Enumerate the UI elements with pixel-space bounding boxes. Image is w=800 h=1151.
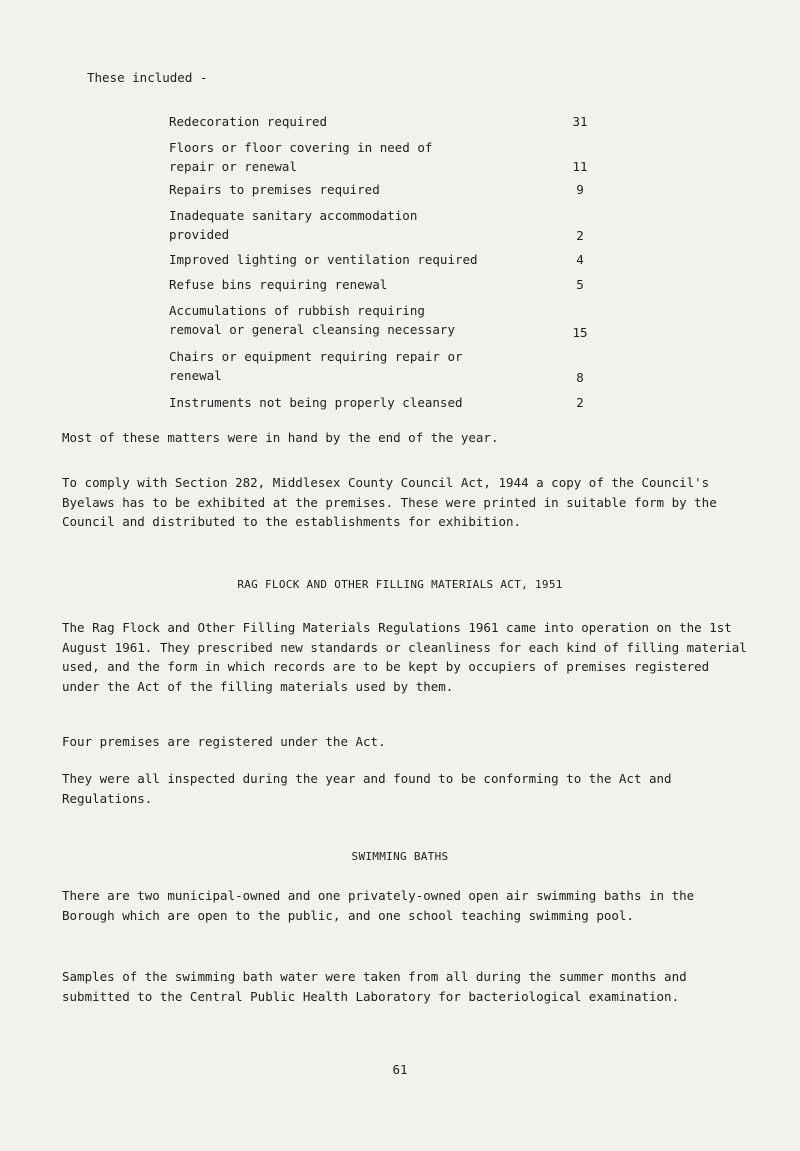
item-count: 4 [576,252,584,267]
item-label: Improved lighting or ventilation required [169,252,478,267]
paragraph: They were all inspected during the year and found to be conforming to the Act and Regulations. [62,771,672,806]
item-label: Instruments not being properly cleansed [169,395,463,410]
paragraph: There are two municipal-owned and one privately-owned open air swimming baths in the Borough which are open to the public, and one school teaching swimming pool. [62,888,695,923]
page-number: 61 [392,1062,408,1077]
item-count: 31 [572,114,588,129]
paragraph: Most of these matters were in hand by the end of the year. [62,430,499,445]
paragraph: Four premises are registered under the Act. [62,734,386,749]
paragraph: To comply with Section 282, Middlesex County Council Act, 1944 a copy of the Council's Byelaws has to be exhibited at the premises. These were printed in suitable form by the Council and distributed to the establishments for exhibition. [62,475,717,529]
item-count: 9 [576,182,584,197]
item-label: Redecoration required [169,114,328,129]
item-label: Repairs to premises required [169,182,380,197]
item-count: 15 [572,325,588,340]
intro-text: These included - [87,70,208,85]
paragraph: The Rag Flock and Other Filling Materials Regulations 1961 came into operation on the 1st August 1961. They prescribed new standards or cleanliness for each kind of filling material used, and the form in which records are to be kept by occupiers of premises registered under the Act of the filling materials used by them. [62,620,747,694]
item-count: 8 [576,370,584,385]
item-label: Refuse bins requiring renewal [169,277,388,292]
item-label: Floors or floor covering in need of repair or renewal [169,140,433,174]
item-count: 11 [572,159,588,174]
item-label: Chairs or equipment requiring repair or renewal [169,349,463,383]
paragraph: Samples of the swimming bath water were taken from all during the summer months and submitted to the Central Public Health Laboratory for bacteriological examination. [62,969,687,1004]
section-heading: RAG FLOCK AND OTHER FILLING MATERIALS ACT, 1951 [237,578,563,591]
item-count: 2 [576,228,584,243]
item-label: Accumulations of rubbish requiring removal or general cleansing necessary [169,303,455,337]
item-label: Inadequate sanitary accommodation provided [169,208,418,242]
section-heading: SWIMMING BATHS [351,850,449,863]
item-count: 5 [576,277,584,292]
item-count: 2 [576,395,584,410]
